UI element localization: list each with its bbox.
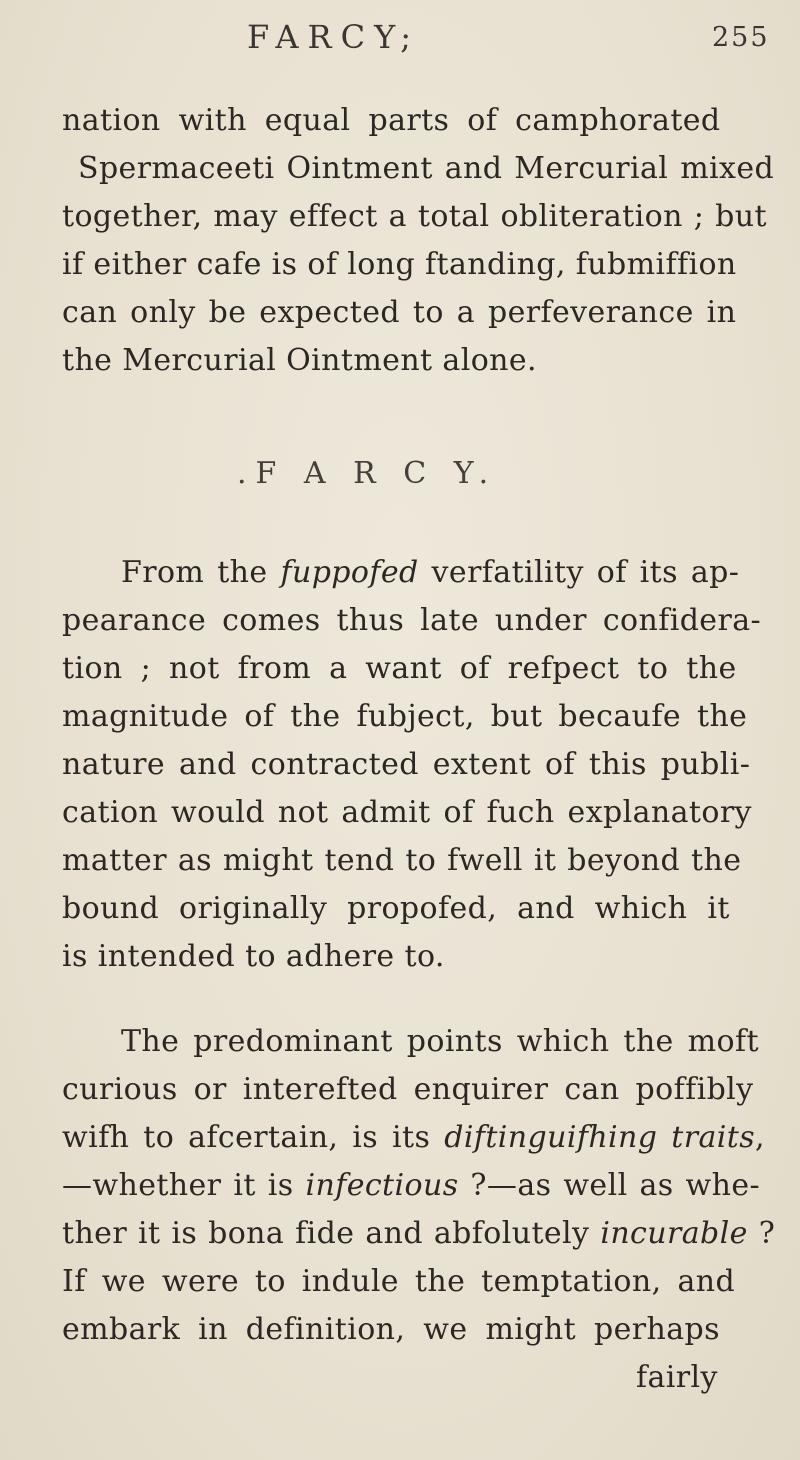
text-line: Spermaceeti Ointment and Mercurial mixed	[78, 151, 775, 186]
text-line: nation with equal parts of camphorated	[62, 103, 721, 138]
text-line: —whether it is infectious ?—as well as whe-	[62, 1168, 761, 1203]
page-number: 255	[712, 22, 770, 53]
text-line: ther it is bona fide and abfolutely incurable ?	[62, 1216, 776, 1251]
text-line: tion ; not from a want of refpect to the	[62, 651, 737, 686]
italic-text: fuppofed	[280, 555, 419, 590]
running-title: FARCY;	[247, 18, 421, 56]
text-line: is intended to adhere to.	[62, 939, 445, 974]
text-line: magnitude of the fubject, but becaufe the	[62, 699, 748, 734]
text-line: wifh to afcertain, is its diftinguifhing traits,	[62, 1120, 765, 1155]
italic-text: infectious	[305, 1168, 459, 1203]
text-line: If we were to indule the temptation, and	[62, 1264, 736, 1299]
text-line: nature and contracted extent of this publi-	[62, 747, 751, 782]
text-line: pearance comes thus late under confidera-	[62, 603, 762, 638]
text-line: embark in definition, we might perhaps	[62, 1312, 720, 1347]
text-line: bound originally propofed, and which it	[62, 891, 730, 926]
text-line: can only be expected to a perfeverance in	[62, 295, 737, 330]
italic-text: diftinguifhing traits	[444, 1120, 756, 1155]
text-line: curious or interefted enquirer can poffibly	[62, 1072, 754, 1107]
text-line: together, may effect a total obliteration ; but	[62, 199, 767, 234]
running-head	[0, 14, 800, 54]
catchword: fairly	[636, 1360, 718, 1395]
text-line: matter as might tend to fwell it beyond the	[62, 843, 742, 878]
italic-text: incurable	[600, 1216, 748, 1251]
section-heading-farcy: .F A R C Y.	[237, 456, 498, 491]
text-line: From the fuppofed verfatility of its ap-	[121, 555, 740, 590]
text-line: cation would not admit of fuch explanatory	[62, 795, 752, 830]
text-line: if either cafe is of long ftanding, fubmiffion	[62, 247, 737, 282]
text-line: The predominant points which the moft	[121, 1024, 759, 1059]
text-line: the Mercurial Ointment alone.	[62, 343, 537, 378]
